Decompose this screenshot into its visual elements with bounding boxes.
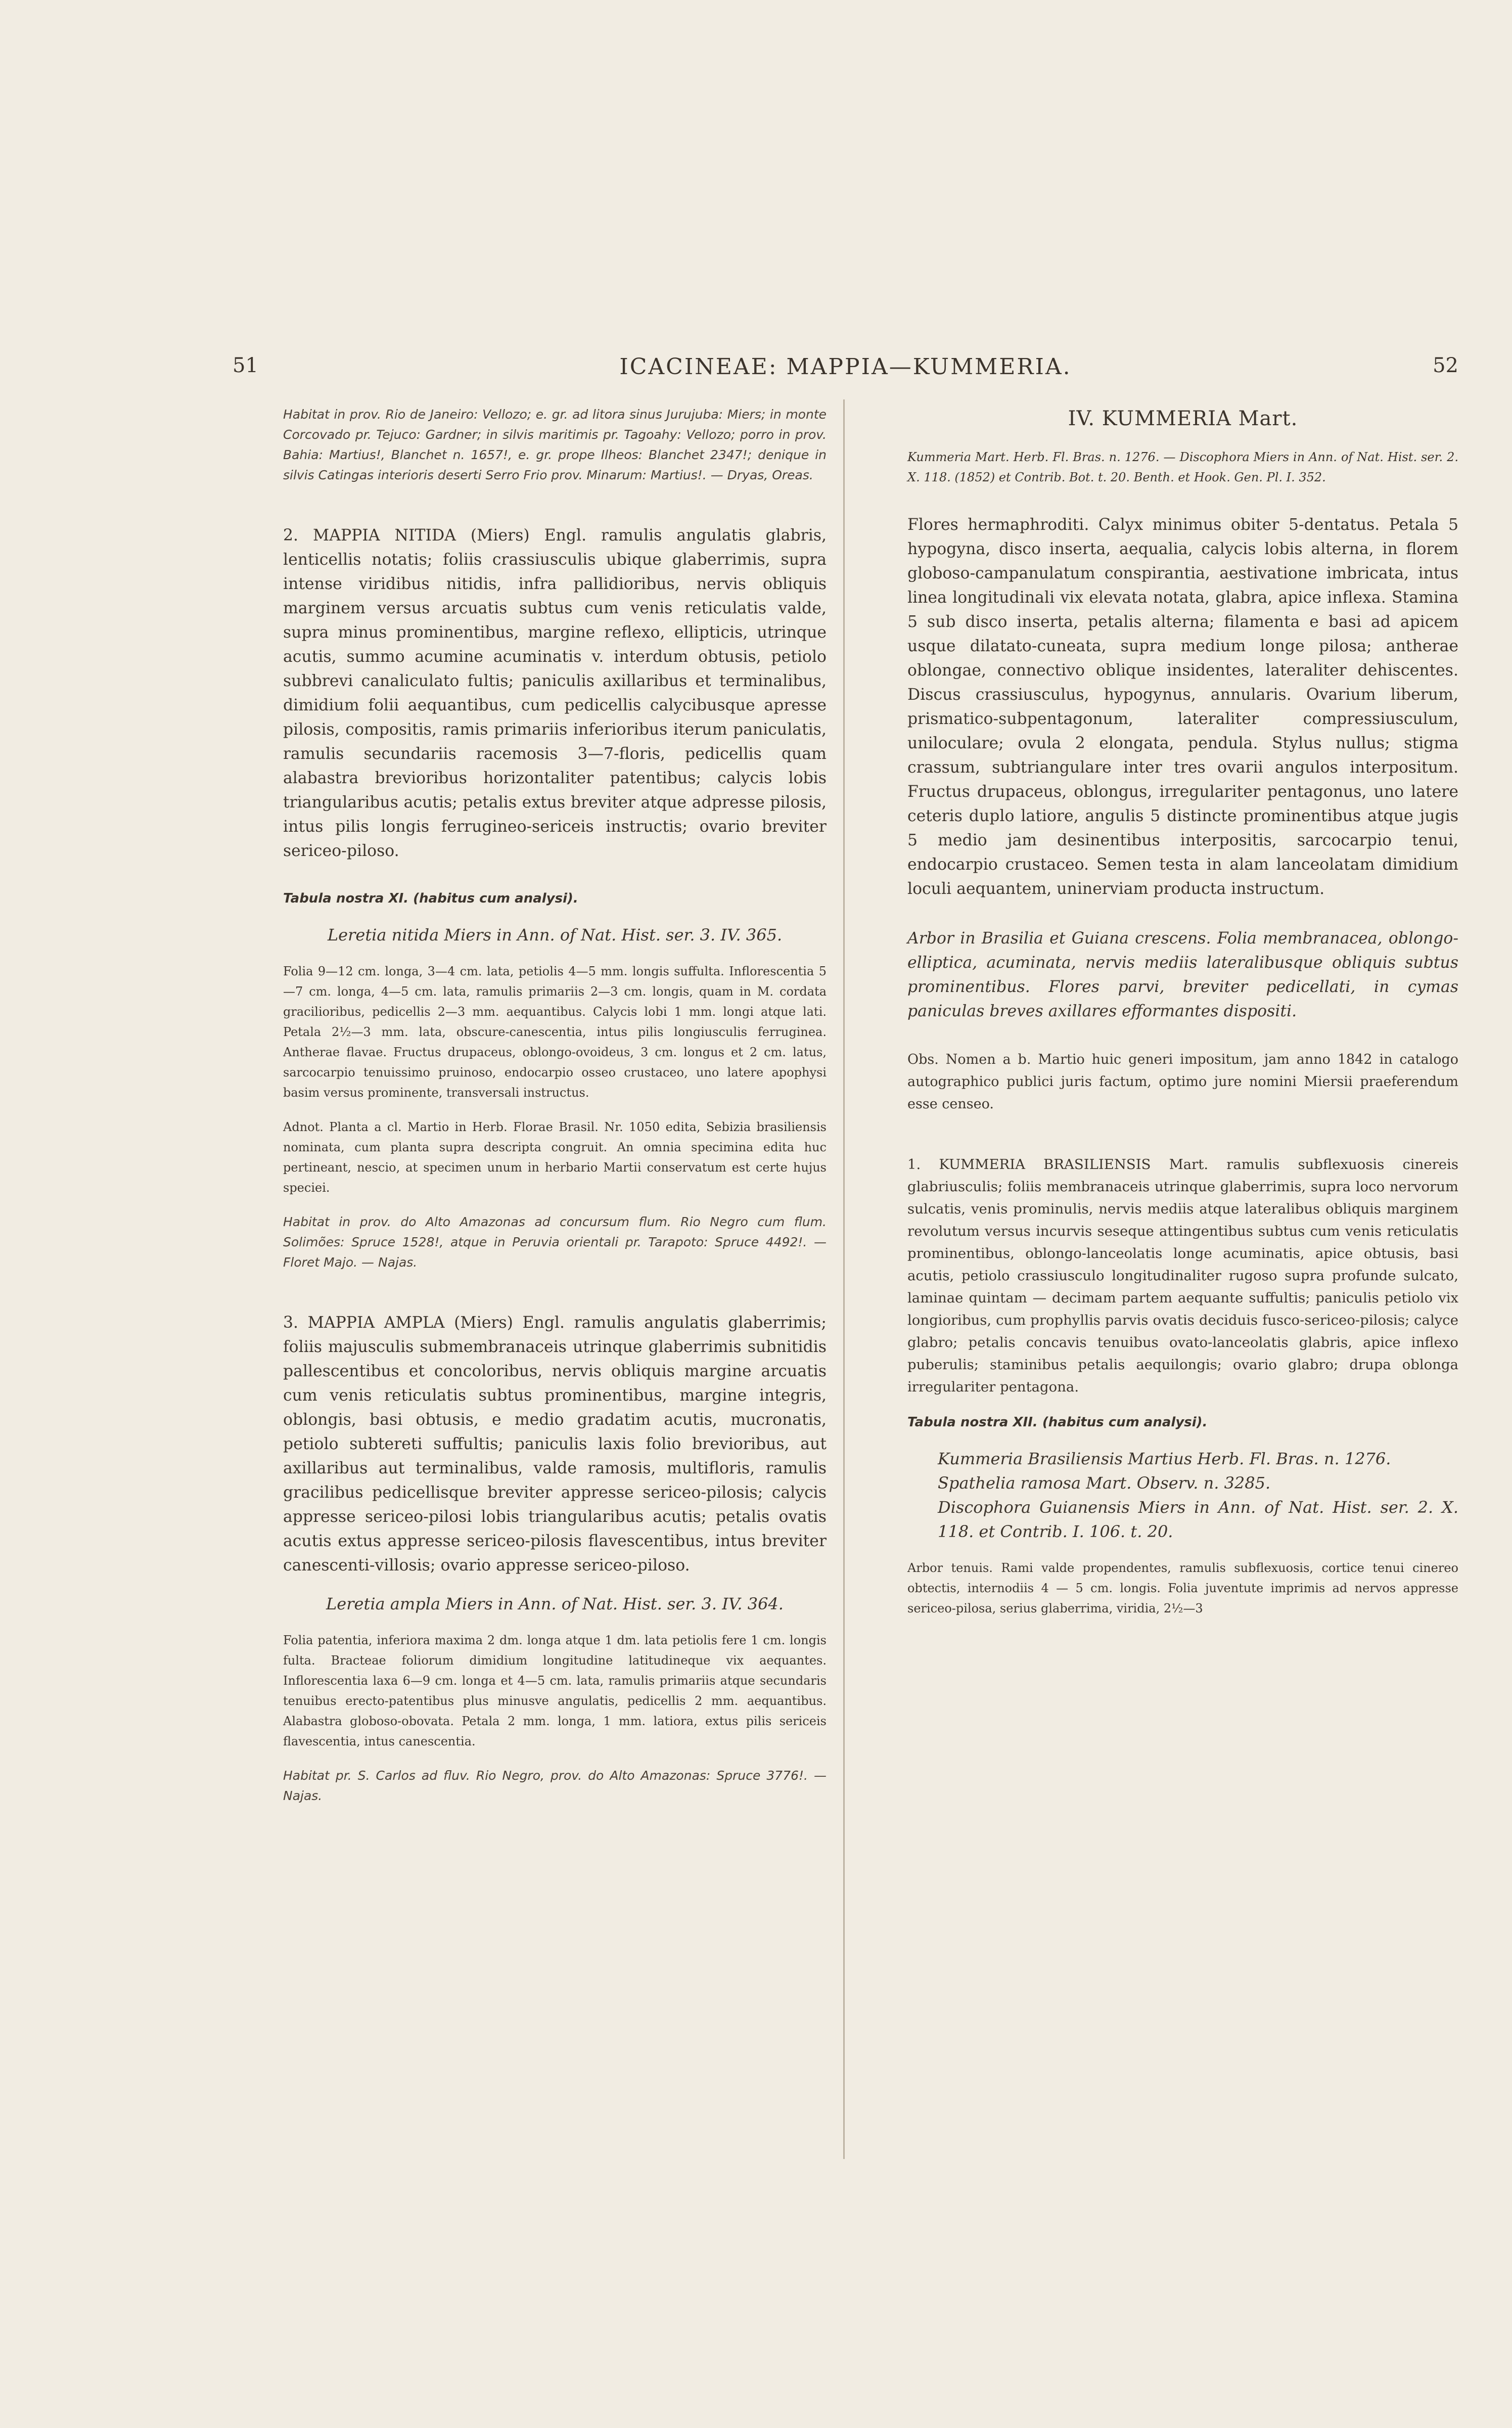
habitat-paragraph: Habitat in prov. do Alto Amazonas ad concursum flum. Rio Negro cum flum. Solimões: Spruce 1528!, atque in Peruvia orientali pr. Tarapoto: Spruce 4492!. — Floret Majo. — Najas.: [283, 1215, 827, 1270]
genus-synonymy: Kummeria Mart. Herb. Fl. Bras. n. 1276. — Discophora Miers in Ann. of Nat. Hist. ser. 2. X. 118. (1852) et Contrib. Bot. t. 20. Benth. et Hook. Gen. Pl. I. 352.: [907, 450, 1458, 484]
species-description: 2. MAPPIA NITIDA (Miers) Engl. ramulis angulatis glabris, lenticellis notatis; foliis crassiusculis ubique glaberrimis, supra intense viridibus nitidis, infra pallidioribus, nervis obliquis marginem versus arcuatis subtus cum venis reticulatis valde, supra minus prominentibus, margine reflexo, ellipticis, utrinque acutis, summo acumine acuminatis v. interdum obtusis, petiolo subbrevi canaliculato fultis; paniculis axillaribus et terminalibus, dimidium folii aequantibus, cum pedicellis calycibusque apresse pilosis, compositis, ramis primariis inferioribus iterum paniculatis, ramulis secundariis racemosis 3—7-floris, pedicellis quam alabastra brevioribus horizontaliter patentibus; calycis lobis triangularibus acutis; petalis extus breviter atque adpresse pilosis, intus pilis longis ferrugineo-sericeis instructis; ovario breviter sericeo-piloso.: [283, 526, 827, 860]
species-description: 3. MAPPIA AMPLA (Miers) Engl. ramulis angulatis glaberrimis; foliis majusculis submembranaceis utrinque glaberrimis subnitidis pallescentibus et concoloribus, nervis obliquis margine arcuatis cum venis reticulatis subtus prominentibus, margine integris, oblongis, basi obtusis, e medio gradatim acutis, mucronatis, petiolo subtereti suffultis; paniculis laxis folio brevioribus, aut axillaribus aut terminalibus, valde ramosis, multifloris, ramulis gracilibus pedicellisque breviter appresse sericeo-pilosis; calycis appresse sericeo-pilosi lobis triangularibus acutis; petalis ovatis acutis extus appresse sericeo-pilosis flavescentibus, intus breviter canescenti-villosis; ovario appresse sericeo-piloso.: [283, 1314, 827, 1575]
habitat-paragraph: Habitat pr. S. Carlos ad fluv. Rio Negro, prov. do Alto Amazonas: Spruce 3776!. — Najas.: [283, 1768, 827, 1803]
species-description: 1. KUMMERIA BRASILIENSIS Mart. ramulis subflexuosis cinereis glabriusculis; foliis membranaceis utrinque glaberrimis, supra loco nervorum sulcatis, venis prominulis, nervis mediis atque lateralibus obliquis marginem revolutum versus incurvis seseque attingentibus subtus cum venis reticulatis prominentibus, oblongo-lanceolatis longe acuminatis, apice obtusis, basi acutis, petiolo crassiusculo longitudinaliter rugoso supra profunde sulcato, laminae quintam — decimam partem aequante suffultis; paniculis petiolo vix longioribus, cum prophyllis parvis ovatis deciduis fusco-sericeo-pilosis; calyce glabro; petalis concavis tenuibus ovato-lanceolatis glabris, apice inflexo puberulis; staminibus petalis aequilongis; ovario glabro; drupa oblonga irregulariter pentagona.: [907, 1156, 1458, 1395]
synonym-line: Discophora Guianensis Miers in Ann. of Nat. Hist. ser. 2. X. 118. et Contrib. I. 106. t. 20.: [938, 1498, 1458, 1541]
left-column: [283, 404, 827, 1806]
page-header: [233, 354, 1458, 389]
synonym-line: Spathelia ramosa Mart. Observ. n. 3285.: [938, 1473, 1271, 1493]
literature-reference: Leretia ampla Miers in Ann. of Nat. Hist. ser. 3. IV. 364.: [326, 1594, 784, 1613]
species-details: Folia 9—12 cm. longa, 3—4 cm. lata, petiolis 4—5 mm. longis suffulta. Inflorescentia 5—7 cm. longa, 4—5 cm. lata, ramulis primariis 2—3 cm. longis, quam in M. cordata gracilioribus, pedicellis 2—3 mm. aequantibus. Calycis lobi 1 mm. longi atque lati. Petala 2½—3 mm. lata, obscure-canescentia, intus pilis longiusculis ferruginea. Antherae flavae. Fructus drupaceus, oblongo-ovoideus, 3 cm. longus et 2 cm. latus, sarcocarpio tenuissimo pruinoso, endocarpio osseo crustaceo, uno latere apophysi basim versus prominente, transversali instructus.: [283, 964, 827, 1100]
genus-habit: Arbor in Brasilia et Guiana crescens. Folia membranacea, oblongo-elliptica, acuminata, nervis mediis lateralibusque obliquis subtus prominentibus. Flores parvi, breviter pedicellati, in cymas paniculas breves axillares efformantes dispositi.: [907, 929, 1458, 1020]
column-divider: [843, 399, 845, 2159]
tabula-reference: Tabula nostra XII. (habitus cum analysi).: [907, 1415, 1208, 1430]
page-number-right: 52: [1433, 354, 1458, 377]
page-number-left: 51: [233, 354, 258, 377]
species-details: Folia patentia, inferiora maxima 2 dm. longa atque 1 dm. lata petiolis fere 1 cm. longis fulta. Bracteae foliorum dimidium longitudine latitudineque vix aequantes. Inflorescentia laxa 6—9 cm. longa et 4—5 cm. lata, ramulis primariis atque secundaris tenuibus erecto-patentibus plus minusve angulatis, pedicellis 2 mm. aequantibus. Alabastra globoso-obovata. Petala 2 mm. longa, 1 mm. latiora, extus pilis sericeis flavescentia, intus canescentia.: [283, 1633, 827, 1748]
tabula-reference: Tabula nostra XI. (habitus cum analysi).: [283, 891, 578, 906]
right-column: [907, 404, 1458, 1618]
genus-heading: IV. KUMMERIA Mart.: [1068, 407, 1298, 430]
genus-description: Flores hermaphroditi. Calyx minimus obiter 5-dentatus. Petala 5 hypogyna, disco inserta, aequalia, calycis lobis alterna, in florem globoso-campanulatum conspirantia, aestivatione imbricata, intus linea longitudinali vix elevata notata, glabra, apice inflexa. Stamina 5 sub disco inserta, petalis alterna; filamenta e basi ad apicem usque dilatato-cuneata, supra medium longe pilosa; antherae oblongae, connectivo oblique insidentes, lateraliter dehiscentes. Discus crassiusculus, hypogynus, annularis. Ovarium liberum, prismatico-subpentagonum, lateraliter compressiusculum, uniloculare; ovula 2 elongata, pendula. Stylus nullus; stigma crassum, subtriangulare inter tres ovarii angulos interpositum. Fructus drupaceus, oblongus, irregulariter pentagonus, uno latere ceteris duplo latiore, angulis 5 distincte prominentibus atque jugis 5 medio jam desinentibus interpositis, sarcocarpio tenui, endocarpio crustaceo. Semen testa in alam lanceolatam dimidium loculi aequantem, uninerviam producta instructum.: [907, 516, 1458, 898]
annotation: Adnot. Planta a cl. Martio in Herb. Florae Brasil. Nr. 1050 edita, Sebizia brasiliensis nominata, cum planta supra descripta congruit. An omnia specimina edita huc pertineant, nescio, at specimen unum in herbario Martii conservatum est certe hujus speciei.: [283, 1120, 827, 1195]
literature-reference: Leretia nitida Miers in Ann. of Nat. Hist. ser. 3. IV. 365.: [327, 925, 783, 945]
species-details: Arbor tenuis. Rami valde propendentes, ramulis subflexuosis, cortice tenui cinereo obtectis, internodiis 4 — 5 cm. longis. Folia juventute imprimis ad nervos appresse sericeo-pilosa, serius glaberrima, viridia, 2½—3: [907, 1561, 1458, 1615]
habitat-paragraph: Habitat in prov. Rio de Janeiro: Vellozo; e. gr. ad litora sinus Jurujuba: Miers; in monte Corcovado pr. Tejuco: Gardner; in silvis maritimis pr. Tagoahy: Vellozo; porro in prov. Bahia: Martius!, Blanchet n. 1657!, e. gr. prope Ilheos: Blanchet 2347!; denique in silvis Catingas interioris deserti Serro Frio prov. Minarum: Martius!. — Dryas, Oreas.: [283, 407, 827, 482]
synonym-line: Kummeria Brasiliensis Martius Herb. Fl. Bras. n. 1276.: [938, 1449, 1391, 1468]
observation-note: Obs. Nomen a b. Martio huic generi impositum, jam anno 1842 in catalogo autographico publici juris factum, optimo jure nomini Miersii praeferendum esse censeo.: [907, 1052, 1458, 1112]
running-title: ICACINEAE: MAPPIA—KUMMERIA.: [619, 354, 1072, 380]
